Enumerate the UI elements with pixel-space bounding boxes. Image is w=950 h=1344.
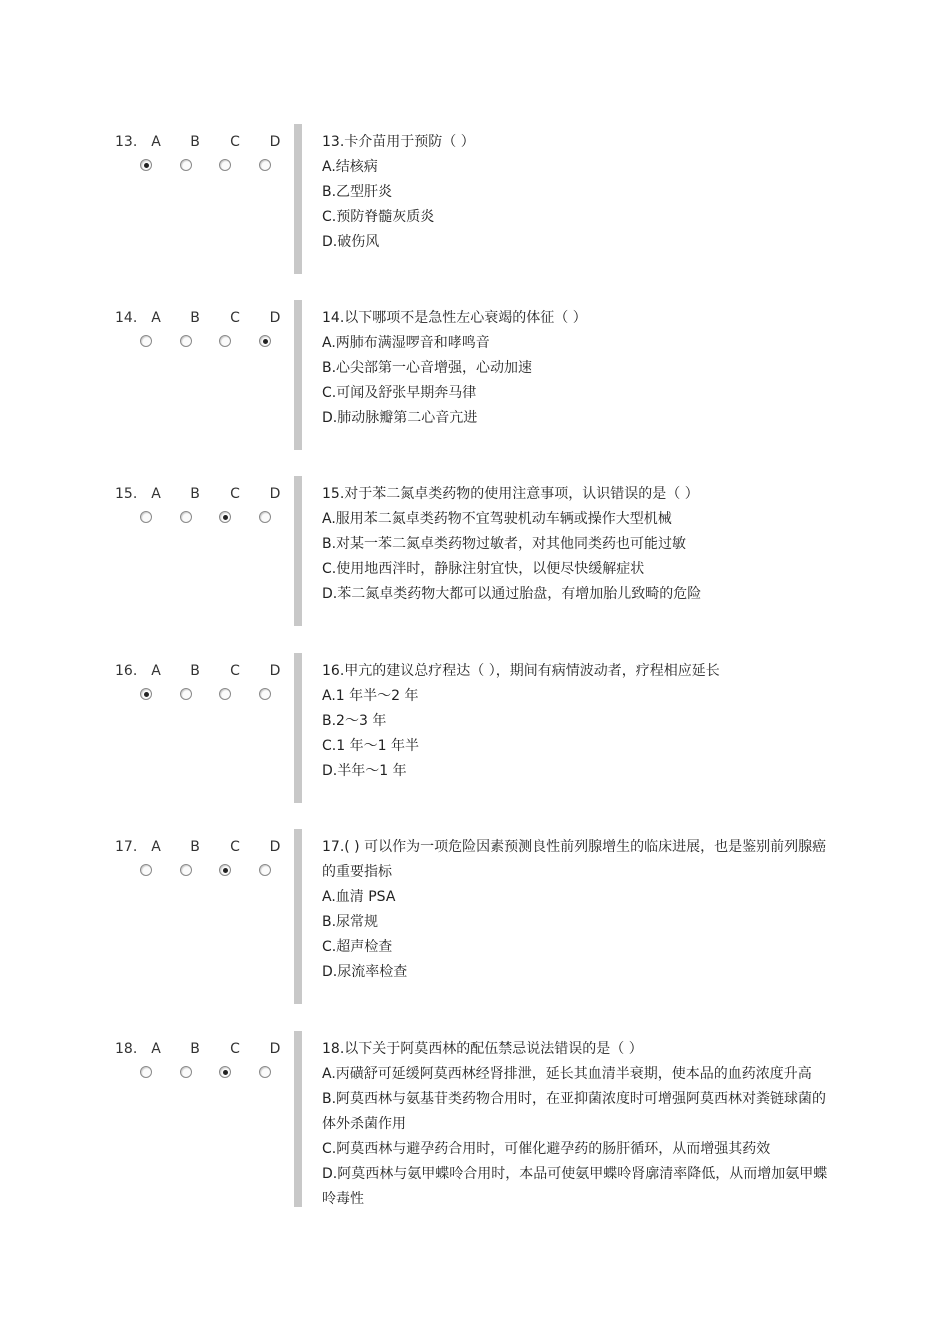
question-stem: 18.以下关于阿莫西林的配伍禁忌说法错误的是（ ）: [322, 1041, 643, 1057]
question-body: [322, 306, 832, 431]
option-text: A.结核病: [322, 159, 378, 175]
option-letter-d: D: [269, 486, 281, 502]
option-letter-a: A: [151, 1041, 161, 1057]
question-divider: [294, 476, 302, 626]
question-divider: [294, 653, 302, 803]
option-letter-b: B: [190, 839, 200, 855]
option-letter-c: C: [230, 134, 240, 150]
option-text: D.苯二氮卓类药物大都可以通过胎盘，有增加胎儿致畸的危险: [322, 586, 702, 602]
option-text: C.使用地西泮时，静脉注射宜快，以便尽快缓解症状: [322, 561, 645, 577]
radio-d[interactable]: [259, 688, 271, 700]
option-text: D.阿莫西林与氨甲蝶呤合用时，本品可使氨甲蝶呤肾廓清率降低，从而增加氨甲蝶呤毒性: [322, 1166, 828, 1207]
question-body: [322, 1037, 832, 1212]
option-text: A.1 年半～2 年: [322, 688, 419, 704]
option-letter-b: B: [190, 1041, 200, 1057]
option-text: B.尿常规: [322, 914, 379, 930]
radio-a[interactable]: [140, 159, 152, 171]
radio-c[interactable]: [219, 1066, 231, 1078]
radio-c[interactable]: [219, 864, 231, 876]
option-letter-a: A: [151, 134, 161, 150]
question-stem: 14.以下哪项不是急性左心衰竭的体征（ ）: [322, 310, 587, 326]
option-text: D.尿流率检查: [322, 964, 408, 980]
option-text: C.超声检查: [322, 939, 393, 955]
question-stem: 17.( ) 可以作为一项危险因素预测良性前列腺增生的临床进展，也是鉴别前列腺癌的重要指标: [322, 839, 827, 880]
radio-d[interactable]: [259, 159, 271, 171]
option-text: A.服用苯二氮卓类药物不宜驾驶机动车辆或操作大型机械: [322, 511, 672, 527]
option-letter-a: A: [151, 839, 161, 855]
option-letter-c: C: [230, 663, 240, 679]
option-text: C.阿莫西林与避孕药合用时，可催化避孕药的肠肝循环，从而增强其药效: [322, 1141, 771, 1157]
radio-d[interactable]: [259, 335, 271, 347]
radio-a[interactable]: [140, 511, 152, 523]
radio-b[interactable]: [180, 1066, 192, 1078]
radio-a[interactable]: [140, 688, 152, 700]
radio-c[interactable]: [219, 335, 231, 347]
radio-b[interactable]: [180, 511, 192, 523]
question-body: [322, 482, 832, 607]
option-letter-a: A: [151, 310, 161, 326]
radio-b[interactable]: [180, 864, 192, 876]
question-number: 15.: [115, 486, 138, 502]
question-divider: [294, 1031, 302, 1207]
option-text: B.阿莫西林与氨基苷类药物合用时，在亚抑菌浓度时可增强阿莫西林对粪链球菌的体外杀菌作用: [322, 1091, 827, 1132]
question-number: 18.: [115, 1041, 138, 1057]
option-letter-c: C: [230, 486, 240, 502]
radio-b[interactable]: [180, 159, 192, 171]
answer-grid: [115, 659, 290, 719]
radio-a[interactable]: [140, 335, 152, 347]
option-letter-b: B: [190, 310, 200, 326]
option-letter-c: C: [230, 1041, 240, 1057]
option-text: D.破伤风: [322, 234, 380, 250]
radio-b[interactable]: [180, 335, 192, 347]
option-letter-b: B: [190, 134, 200, 150]
option-letter-b: B: [190, 663, 200, 679]
option-letter-c: C: [230, 310, 240, 326]
answer-grid: [115, 482, 290, 542]
option-text: D.半年～1 年: [322, 763, 407, 779]
radio-c[interactable]: [219, 159, 231, 171]
option-letter-c: C: [230, 839, 240, 855]
answer-grid: [115, 306, 290, 366]
question-number: 13.: [115, 134, 138, 150]
option-letter-a: A: [151, 486, 161, 502]
option-text: B.2～3 年: [322, 713, 387, 729]
question-stem: 15.对于苯二氮卓类药物的使用注意事项，认识错误的是（ ）: [322, 486, 699, 502]
radio-d[interactable]: [259, 511, 271, 523]
option-text: C.1 年～1 年半: [322, 738, 419, 754]
question-body: [322, 130, 832, 255]
radio-d[interactable]: [259, 864, 271, 876]
answer-grid: [115, 130, 290, 190]
option-letter-d: D: [269, 310, 281, 326]
option-letter-b: B: [190, 486, 200, 502]
option-letter-a: A: [151, 663, 161, 679]
option-letter-d: D: [269, 134, 281, 150]
option-text: A.丙磺舒可延缓阿莫西林经肾排泄，延长其血清半衰期，使本品的血药浓度升高: [322, 1066, 812, 1082]
option-text: D.肺动脉瓣第二心音亢进: [322, 410, 478, 426]
question-number: 17.: [115, 839, 138, 855]
option-text: A.两肺布满湿啰音和哮鸣音: [322, 335, 490, 351]
question-body: [322, 835, 832, 985]
radio-c[interactable]: [219, 688, 231, 700]
question-divider: [294, 300, 302, 450]
option-letter-d: D: [269, 839, 281, 855]
option-text: A.血清 PSA: [322, 889, 396, 905]
question-number: 14.: [115, 310, 138, 326]
question-stem: 13.卡介苗用于预防（ ）: [322, 134, 475, 150]
question-body: [322, 659, 832, 784]
question-divider: [294, 829, 302, 1004]
answer-grid: [115, 1037, 290, 1097]
radio-d[interactable]: [259, 1066, 271, 1078]
option-text: B.乙型肝炎: [322, 184, 393, 200]
question-divider: [294, 124, 302, 274]
option-text: B.心尖部第一心音增强，心动加速: [322, 360, 533, 376]
question-number: 16.: [115, 663, 138, 679]
radio-a[interactable]: [140, 864, 152, 876]
option-text: C.可闻及舒张早期奔马律: [322, 385, 477, 401]
option-letter-d: D: [269, 663, 281, 679]
answer-grid: [115, 835, 290, 895]
option-letter-d: D: [269, 1041, 281, 1057]
radio-b[interactable]: [180, 688, 192, 700]
option-text: C.预防脊髓灰质炎: [322, 209, 435, 225]
option-text: B.对某一苯二氮卓类药物过敏者，对其他同类药也可能过敏: [322, 536, 687, 552]
question-stem: 16.甲亢的建议总疗程达（ ），期间有病情波动者，疗程相应延长: [322, 663, 720, 679]
radio-a[interactable]: [140, 1066, 152, 1078]
radio-c[interactable]: [219, 511, 231, 523]
